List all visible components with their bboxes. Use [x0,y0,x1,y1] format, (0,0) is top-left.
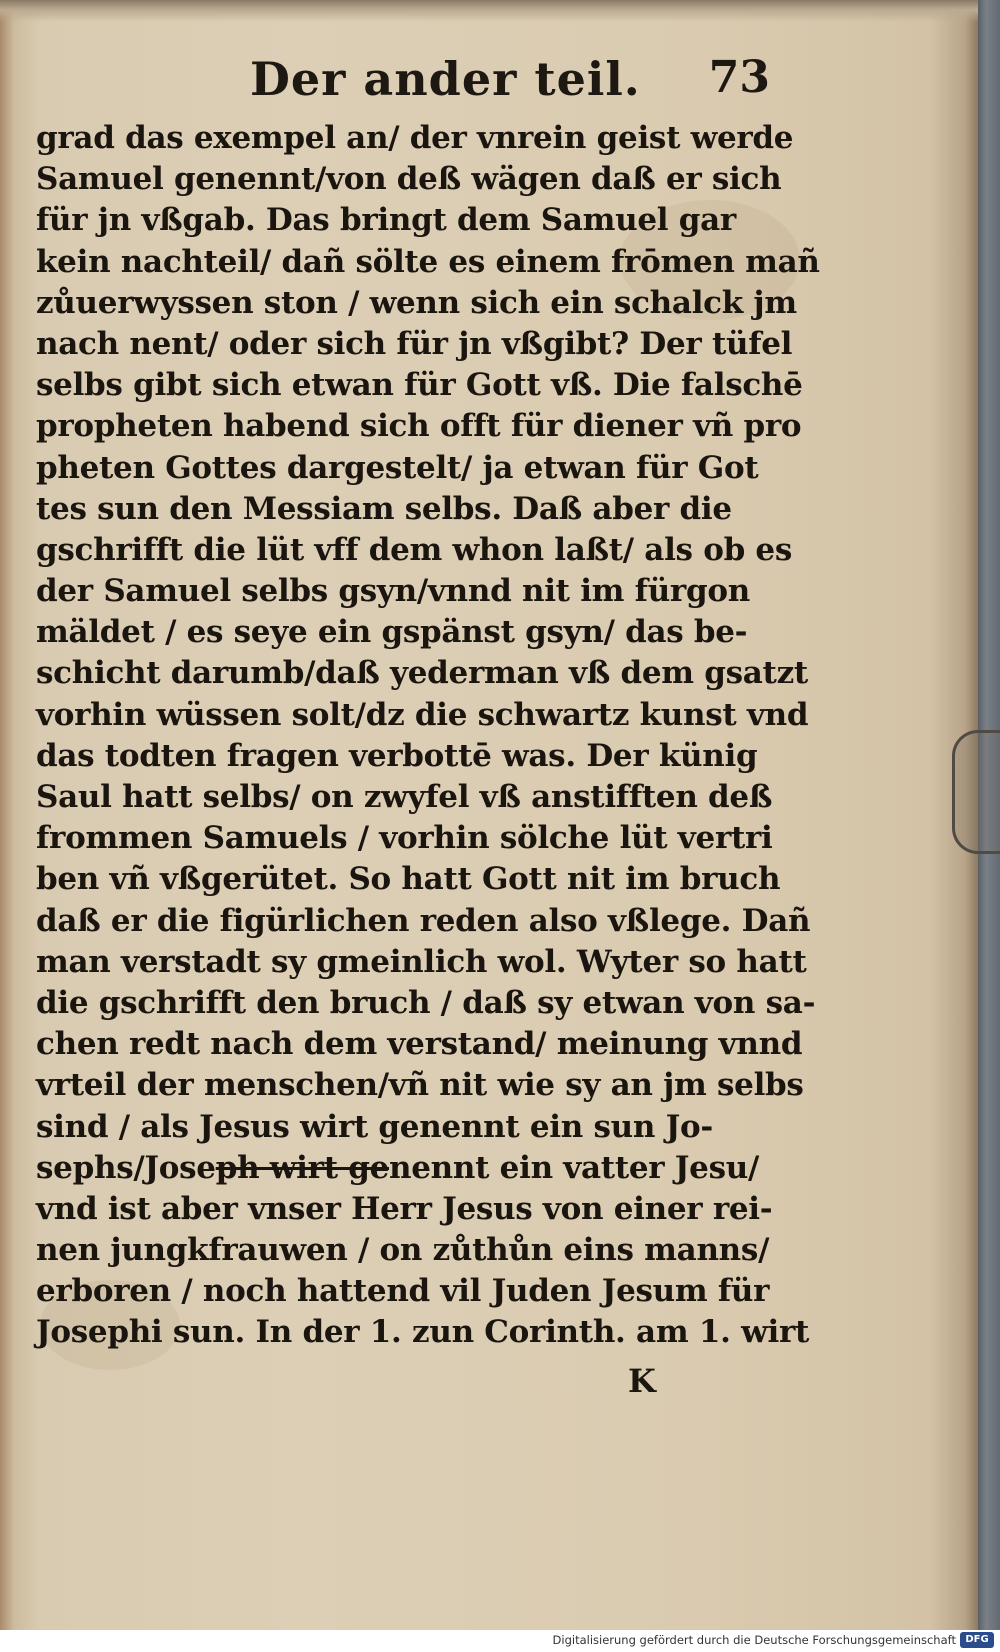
text-line: grad das exempel an/ der vnrein geist werde [36,120,794,156]
text-line: Samuel genennt/von deß wägen daß er sich [36,161,782,198]
text-line: sind / als Jesus wirt genennt ein sun Jo- [36,1108,713,1145]
body-text [36,118,820,1354]
text-line: vnd ist aber vnser Herr Jesus von einer rei- [36,1190,773,1227]
text-line: kein nachteil/ dañ sölte es einem frōmen mañ [36,243,820,280]
signature-mark: K [628,1362,656,1400]
text-line: der Samuel selbs gsyn/vnnd nit im fürgon [36,573,750,610]
text-line: man verstadt sy gmeinlich wol. Wyter so hatt [36,943,807,980]
text-line: das todten fragen verbottē was. Der künig [36,737,758,774]
text-line: nach nent/ oder sich für jn vßgibt? Der tüfel [36,325,793,362]
text-line: pheten Gottes dargestelt/ ja etwan für Got [36,449,759,486]
footer-credit: Digitalisierung gefördert durch die Deutsche Forschungsgemeinschaft [552,1633,956,1647]
text-line: für jn vßgab. Das bringt dem Samuel gar [36,202,736,239]
text-line: daß er die figürlichen reden also vßlege. Dañ [36,902,811,939]
dfg-logo-icon: DFG [960,1632,994,1648]
text-line: tes sun den Messiam selbs. Daß aber die [36,490,732,527]
text-line: propheten habend sich offt für diener vñ pro [36,408,802,445]
text-line: chen redt nach dem verstand/ meinung vnnd [36,1026,803,1063]
line-part: nennt ein vatter Jesu/ [389,1149,759,1186]
text-line: mäldet / es seye ein gspänst gsyn/ das be- [36,614,748,651]
text-line: schicht darumb/daß yederman vß dem gsatzt [36,655,808,692]
text-line: frommen Samuels / vorhin sölche lüt vertri [36,820,773,857]
text-line: die gschrifft den bruch / daß sy etwan von sa- [36,984,816,1021]
text-line-struck [36,1148,796,1189]
text-line: vrteil der menschen/vñ nit wie sy an jm selbs [36,1067,804,1104]
page-top-shadow [0,0,978,22]
text-line: selbs gibt sich etwan für Gott vß. Die falschē [36,367,803,404]
text-line: nen jungkfrauwen / on zůthůn eins manns/ [36,1232,770,1269]
footer-bar [0,1630,1000,1652]
struck-text: ph wirt ge [215,1149,390,1186]
text-line: Josephi sun. In der 1. zun Corinth. am 1. wirt [36,1314,809,1351]
text-line: gschrifft die lüt vff dem whon laßt/ als ob es [36,531,793,568]
text-line: Saul hatt selbs/ on zwyfel vß anstifften deß [36,779,773,815]
text-line: erboren / noch hattend vil Juden Jesum für [36,1273,770,1310]
page-number: 73 [708,52,770,103]
book-clasp [952,730,1000,854]
text-line: vorhin wüssen solt/dz die schwartz kunst vnd [36,696,809,733]
running-head: Der ander teil. [250,52,641,106]
text-line: ben vñ vßgerütet. So hatt Gott nit im bruch [36,861,781,898]
text-line: zůuerwyssen ston / wenn sich ein schalck jm [36,284,797,321]
line-part: sephs/Jose [36,1149,216,1186]
page-header [250,52,770,112]
